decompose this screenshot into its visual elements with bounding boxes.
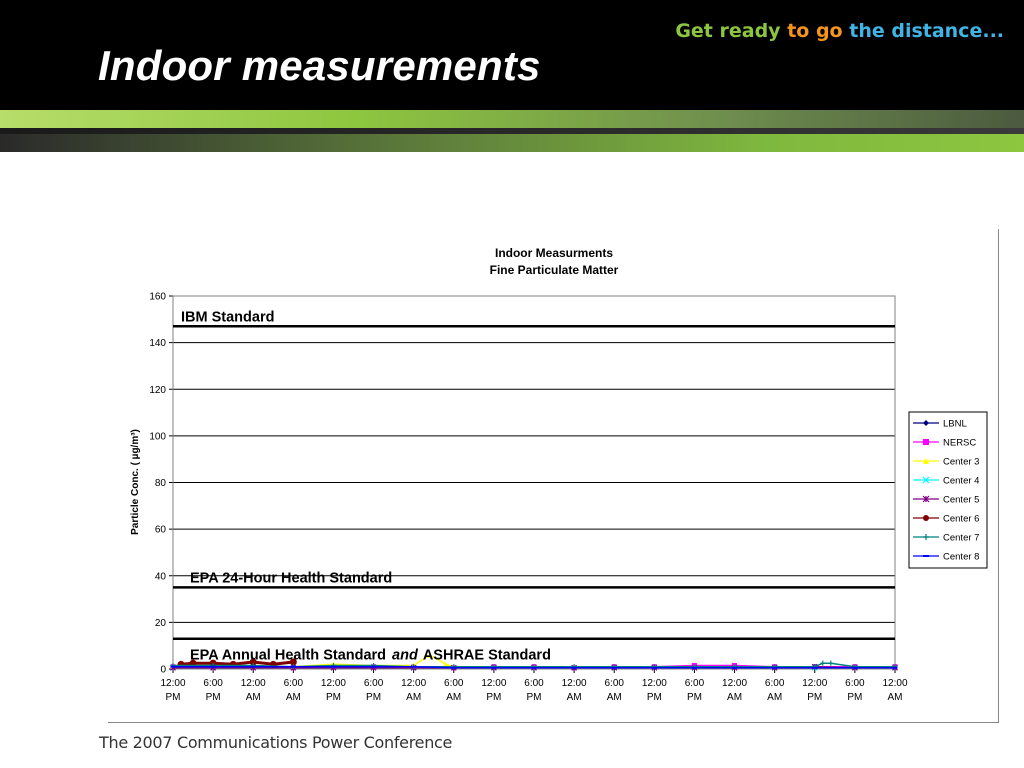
tagline-part-1: Get ready bbox=[675, 20, 781, 42]
legend-label: Center 4 bbox=[943, 475, 980, 487]
tagline-part-3: the distance... bbox=[849, 20, 1004, 42]
x-tick-label-time: 12:00 bbox=[240, 678, 266, 689]
x-tick-label-period: PM bbox=[205, 692, 221, 703]
series-point bbox=[820, 661, 825, 666]
grid-layer bbox=[169, 296, 895, 669]
chart-frame bbox=[108, 229, 999, 723]
y-tick-label: 20 bbox=[154, 617, 166, 629]
reference-label-part: EPA Annual Health Standard bbox=[190, 647, 387, 664]
x-tick-label-period: PM bbox=[165, 692, 181, 703]
x-tick-label-time: 12:00 bbox=[401, 678, 427, 689]
x-tick-label-time: 6:00 bbox=[283, 678, 304, 689]
series-point bbox=[828, 661, 833, 666]
x-tick-label-time: 12:00 bbox=[882, 678, 908, 689]
y-tick-label: 140 bbox=[149, 338, 166, 350]
y-tick-label: 60 bbox=[154, 524, 166, 536]
reference-label: IBM Standard bbox=[181, 309, 275, 326]
x-tick-label-period: PM bbox=[366, 692, 382, 703]
legend-box bbox=[909, 412, 987, 568]
x-tick-label-period: AM bbox=[887, 692, 903, 703]
chart-subtitle: Fine Particulate Matter bbox=[489, 263, 619, 277]
y-axis-label: Particle Conc. ( µg/m³) bbox=[130, 429, 141, 535]
x-tick-label-period: PM bbox=[325, 692, 341, 703]
reference-label: EPA 24-Hour Health Standard bbox=[190, 570, 393, 587]
x-tick-label-period: AM bbox=[245, 692, 261, 703]
legend-label: Center 6 bbox=[943, 513, 980, 525]
series-point bbox=[923, 515, 929, 521]
x-tick-label-time: 12:00 bbox=[802, 678, 828, 689]
y-tick-label: 160 bbox=[149, 291, 166, 303]
x-tick-label-time: 12:00 bbox=[722, 678, 748, 689]
y-tick-label: 120 bbox=[149, 384, 166, 396]
tagline-part-2: to go bbox=[787, 20, 843, 42]
x-tick-label-period: AM bbox=[406, 692, 422, 703]
x-tick-label-period: PM bbox=[807, 692, 823, 703]
y-tick-label: 0 bbox=[160, 664, 166, 676]
decorative-stripe-top bbox=[0, 110, 1024, 128]
footer-text: The 2007 Communications Power Conference bbox=[99, 733, 453, 752]
x-tick-label-period: PM bbox=[486, 692, 502, 703]
x-tick-label-period: AM bbox=[446, 692, 462, 703]
chart-title: Indoor Measurments bbox=[494, 246, 614, 260]
x-tick-label-time: 6:00 bbox=[604, 678, 624, 689]
reference-label-part: ASHRAE Standard bbox=[422, 647, 551, 664]
x-tick-label-period: PM bbox=[526, 692, 542, 703]
x-tick-label-period: AM bbox=[767, 692, 783, 703]
y-tick-labels bbox=[149, 292, 166, 676]
y-tick-label: 40 bbox=[154, 571, 166, 583]
x-tick-label-period: AM bbox=[566, 692, 582, 703]
x-tick-label-period: AM bbox=[285, 692, 301, 703]
x-tick-label-time: 6:00 bbox=[684, 678, 705, 689]
x-tick-label-period: PM bbox=[646, 692, 662, 703]
y-tick-label: 100 bbox=[149, 431, 166, 443]
x-tick-label-time: 6:00 bbox=[363, 678, 384, 689]
reference-label bbox=[190, 648, 551, 664]
x-tick-label-period: AM bbox=[727, 692, 743, 703]
x-tick-label-time: 12:00 bbox=[320, 678, 346, 689]
x-tick-label-time: 12:00 bbox=[481, 678, 507, 689]
legend-label: Center 5 bbox=[943, 494, 980, 506]
x-tick-labels bbox=[160, 669, 907, 703]
reference-lines bbox=[173, 309, 895, 663]
x-tick-label-time: 6:00 bbox=[845, 678, 865, 689]
chart bbox=[108, 229, 999, 723]
legend bbox=[909, 412, 987, 568]
legend-label: Center 3 bbox=[943, 456, 980, 468]
legend-label: Center 7 bbox=[943, 532, 980, 544]
x-tick-label-period: PM bbox=[686, 692, 702, 703]
legend-label: LBNL bbox=[943, 418, 967, 430]
x-tick-label-time: 6:00 bbox=[524, 678, 544, 689]
x-tick-label-time: 12:00 bbox=[561, 678, 587, 689]
x-tick-label-time: 12:00 bbox=[641, 678, 667, 689]
x-tick-label-period: AM bbox=[606, 692, 622, 703]
x-tick-label-time: 12:00 bbox=[160, 678, 186, 689]
slide-title: Indoor measurements bbox=[98, 42, 541, 89]
x-tick-label-time: 6:00 bbox=[764, 678, 785, 689]
tagline bbox=[675, 20, 1004, 42]
x-tick-label-time: 6:00 bbox=[203, 678, 223, 689]
reference-label-part: and bbox=[392, 647, 418, 664]
decorative-stripe-bottom bbox=[0, 134, 1024, 152]
legend-label: NERSC bbox=[943, 437, 977, 449]
x-tick-label-period: PM bbox=[847, 692, 863, 703]
x-tick-label-time: 6:00 bbox=[444, 678, 464, 689]
header-band bbox=[0, 0, 1024, 110]
y-tick-label: 80 bbox=[154, 478, 166, 489]
legend-label: Center 8 bbox=[943, 551, 980, 563]
series-point bbox=[923, 439, 929, 445]
